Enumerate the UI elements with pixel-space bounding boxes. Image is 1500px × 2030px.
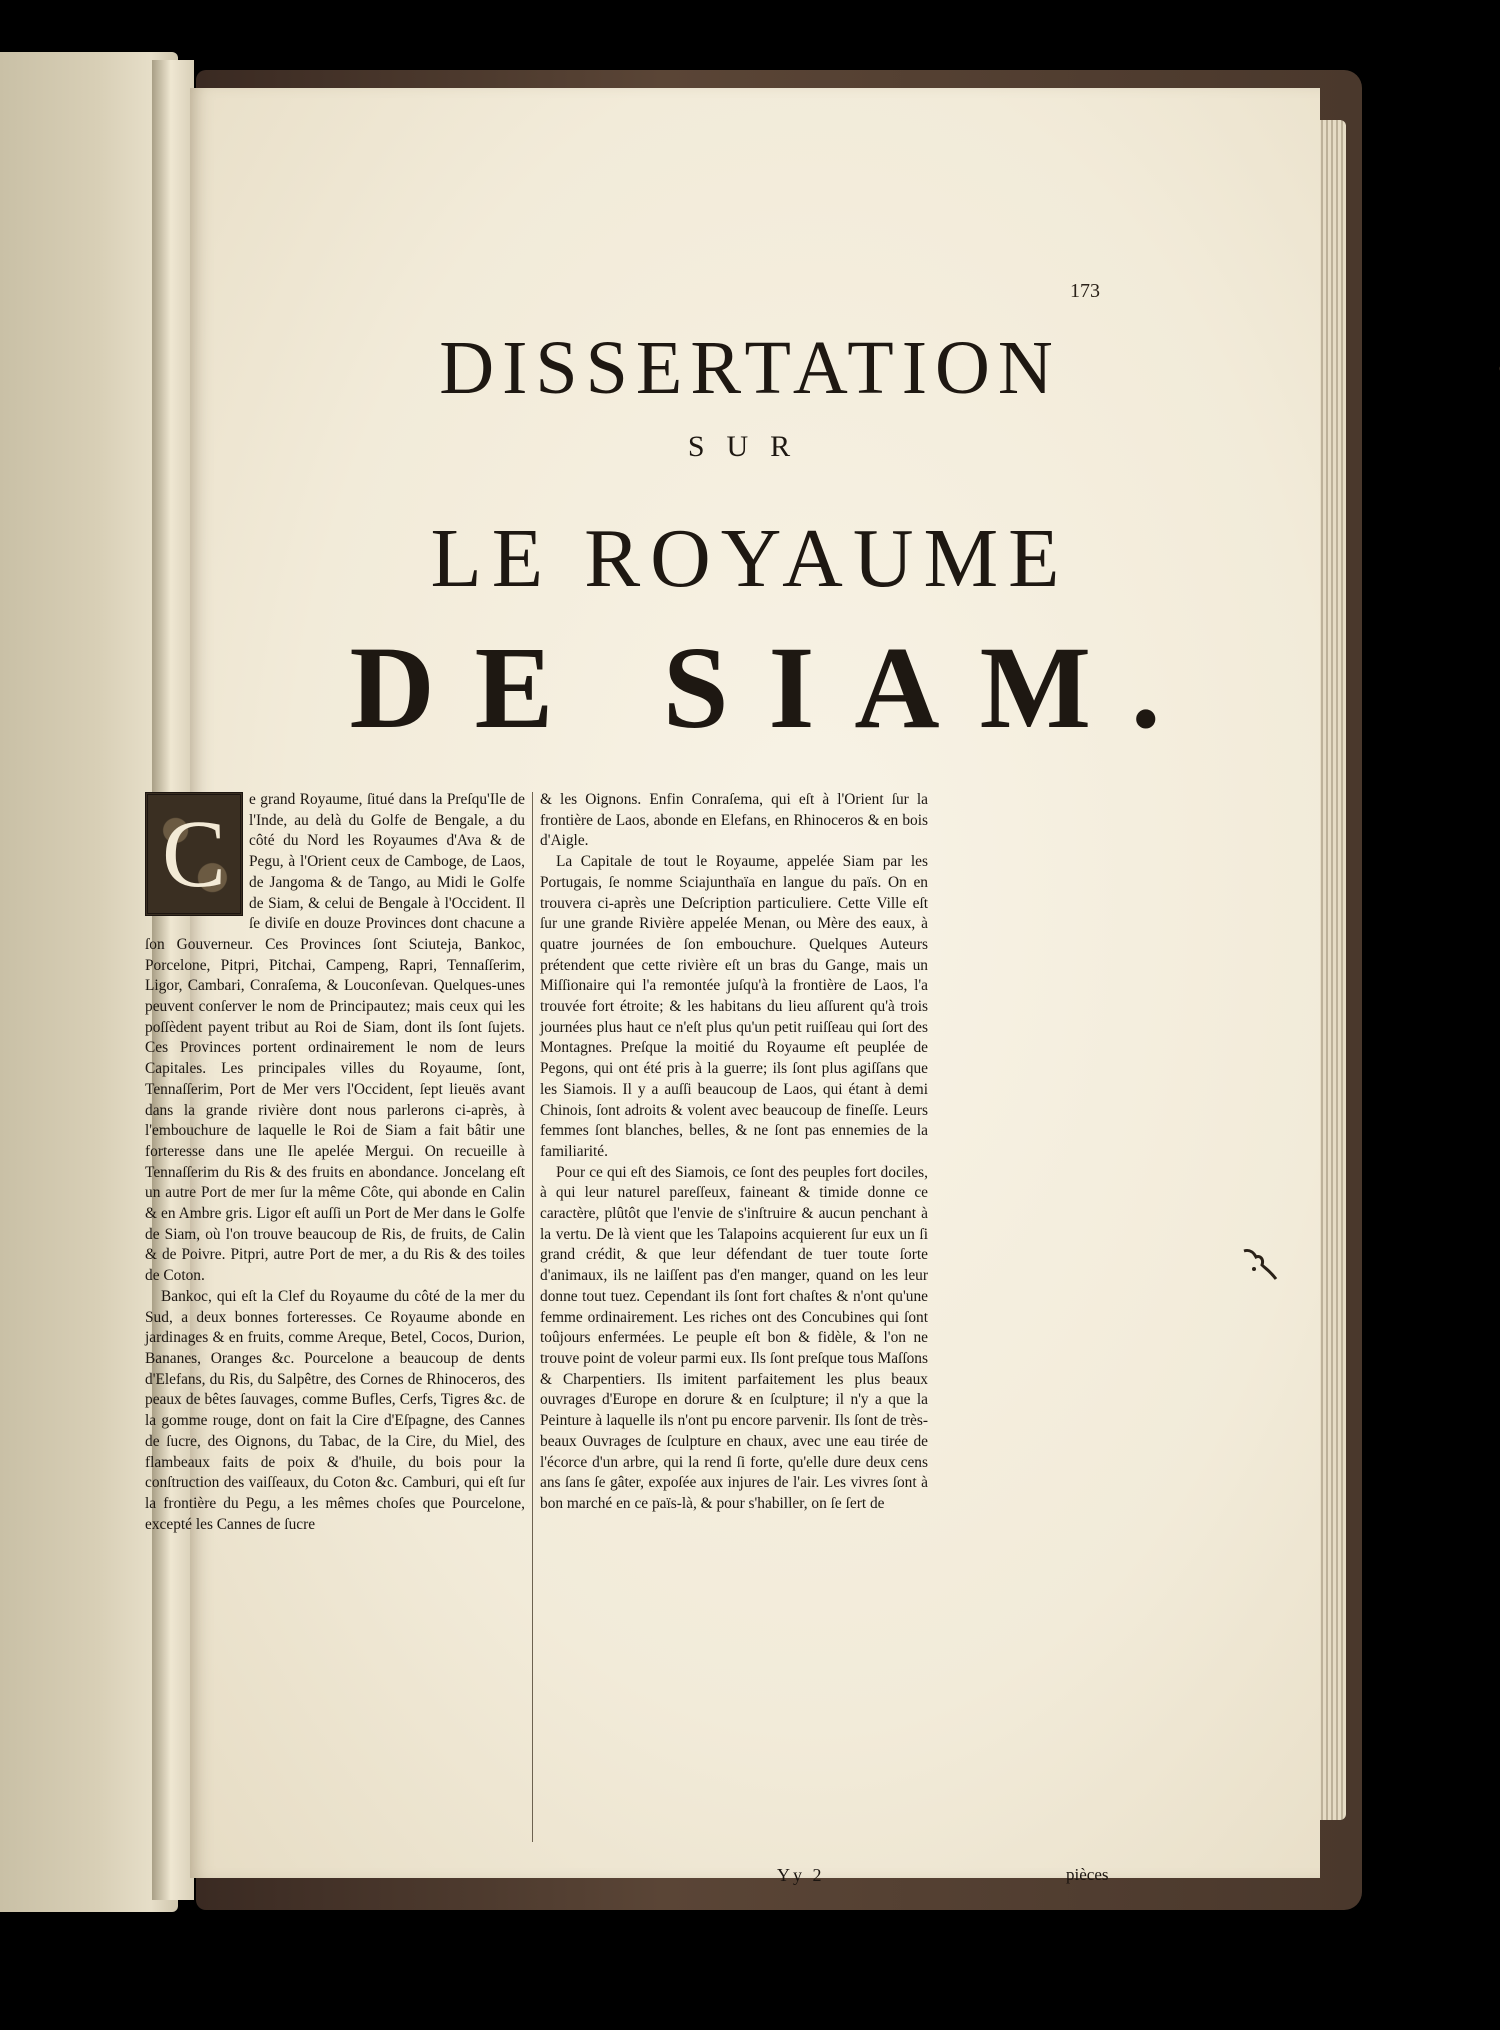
paragraph: & les Oignons. Enfin Conraſema, qui eſt à l'Orient ſur la frontière de Laos, abonde en Elefans, en Rhinoceros & en bois d'Aigle. [540, 791, 928, 850]
ink-blot-icon [1240, 1245, 1280, 1285]
title-le-royaume: LE ROYAUME [430, 512, 1070, 605]
catchword: pièces [1066, 1865, 1109, 1884]
paragraph-text: e grand Royaume, ſitué dans la Preſqu'Ile de l'Inde, au delà du Golfe de Bengale, a du côté du Nord les Royaumes d'Ava & de Pegu, à l'Orient ceux de Camboge, de Laos, de Jangoma & de Tango, au Midi le Golfe de Siam, & celui de Bengale à l'Occident. Il ſe diviſe en douze Provinces dont chacune a ſon Gouverneur. Ces Provinces ſont Sciuteja, Bankoc, Porcelone, Pitpri, Pitchai, Campeng, Rapri, Tennaſſerim, Ligor, Cambari, Conraſema, & Louconſevan. Quelques-unes peuvent conſerver le nom de Principautez; mais ceux qui les poſſèdent payent tribut au Roi de Siam, dont ils ſont ſujets. Ces Provinces portent ordinairement le nom de leurs Capitales. Les principales villes du Royaume, ſont, Tennaſſerim, Port de Mer vers l'Occident, ſept lieuës avant dans la grande rivière dont nous parlerons ci-après, à l'embouchure de laquelle le Roi de Siam a fait bâtir une forteresse dans une Ile apelée Mergui. On recueille à Tennaſſerim du Ris & des fruits en abondance. Joncelang eſt un autre Port de mer ſur la même Côte, qui abonde en Calin & en Ambre gris. Ligor eſt auſſi un Port de Mer dans le Golfe de Siam, où l'on trouve beaucoup de Ris, de fruits, de Calin & de Poivre. Pitpri, autre Port de mer, a du Ris & des toiles de Coton. [145, 791, 525, 1285]
paragraph [145, 790, 525, 1287]
title-sur: SUR [687, 430, 813, 463]
page-number: 173 [1070, 280, 1100, 302]
column-divider [532, 792, 533, 1842]
paragraph: Bankoc, qui eſt la Clef du Royaume du côté de la mer du Sud, a deux bonnes forteresses. Ce Royaume abonde en jardinages & en fruits, comme Areque, Betel, Cocos, Durion, Bananes, Oranges &c. Pourcelone a beaucoup de dents d'Elefans, du Ris, du Salpêtre, des Cornes de Rhinoceros, des peaux de bêtes ſauvages, comme Bufles, Cerfs, Tigres &c. de la gomme rouge, dont on fait la Cire d'Eſpagne, des Cannes de ſucre, des Oignons, du Tabac, de la Cire, du Miel, des flambeaux faits de poix & d'huile, du bois pour la conſtruction des vaiſſeaux, du Coton &c. Camburi, qui eſt ſur la frontière du Pegu, a les mêmes choſes que Pourcelone, excepté les Cannes de ſucre [145, 1287, 525, 1533]
text-column-left [145, 790, 525, 1535]
paragraph: La Capitale de tout le Royaume, appelée Siam par les Portugais, ſe nomme Sciajunthaïa en langue du païs. On en trouvera ci-après une Deſcription particuliere. Cette Ville eſt ſur une grande Rivière appelée Menan, ou Mère des eaux, à quatre journées de ſon embouchure. Quelques Auteurs prétendent que cette rivière eſt un bras du Gange, mais un Miſſionaire qui l'a remontée juſqu'à la frontière de Laos, l'a trouvée fort étroite; & les habitans du lieu aſſurent qu'à trois journées plus haut ce n'eſt plus qu'un petit ruiſſeau qui ſort des Montagnes. Preſque la moitié du Royaume eſt peuplée de Pegons, qui ont été pris à la guerre; ils ſont plus agiſſans que les Siamois. Il y a auſſi beaucoup de Laos, qui étant à demi Chinois, ſont adroits & volent avec beaucoup de fineſſe. Leurs femmes ſont blanches, belles, & ne ſont pas ennemies de la familiarité. [540, 853, 928, 1160]
ornamental-drop-cap: C [145, 792, 243, 916]
paragraph: Pour ce qui eſt des Siamois, ce ſont des peuples fort dociles, à qui leur naturel pareſſeux, faineant & timide donne ce caractère, plûtôt que l'envie de s'inſtruire & aucun penchant à la vertu. De là vient que les Talapoins acquierent ſur eux un ſi grand crédit, & que leur défendant de tuer toute ſorte d'animaux, ils ne laiſſent pas d'en manger, quand on les leur donne tout tuez. Cependant ils ſont fort chaſtes & n'ont qu'une femme ordinairement. Les riches ont des Concubines qui ſont toûjours enfermées. Le peuple eſt bon & fidèle, & l'on ne trouve point de voleur parmi eux. Ils ſont preſque tous Maſſons & Charpentiers. Ils imitent parfaitement les plus beaux ouvrages d'Europe en dorure & en ſculpture; il n'y a que la Peinture à laquelle ils n'ont pu encore parvenir. Ils ſont de très-beaux Ouvrages de ſculpture en chaux, avec une eau tirée de l'écorce d'un arbre, qui la rend ſi forte, qu'elle dure deux cens ans ſans ſe gâter, expoſée aux injures de l'air. Les vivres ſont à bon marché en ce païs-là, & pour s'habiller, on ſe ſert de [540, 1163, 928, 1512]
text-column-right [540, 790, 928, 1515]
signature-mark: Yy 2 [777, 1865, 825, 1885]
title-de-siam: DE SIAM. [349, 622, 1201, 753]
title-dissertation: DISSERTATION [439, 326, 1061, 410]
